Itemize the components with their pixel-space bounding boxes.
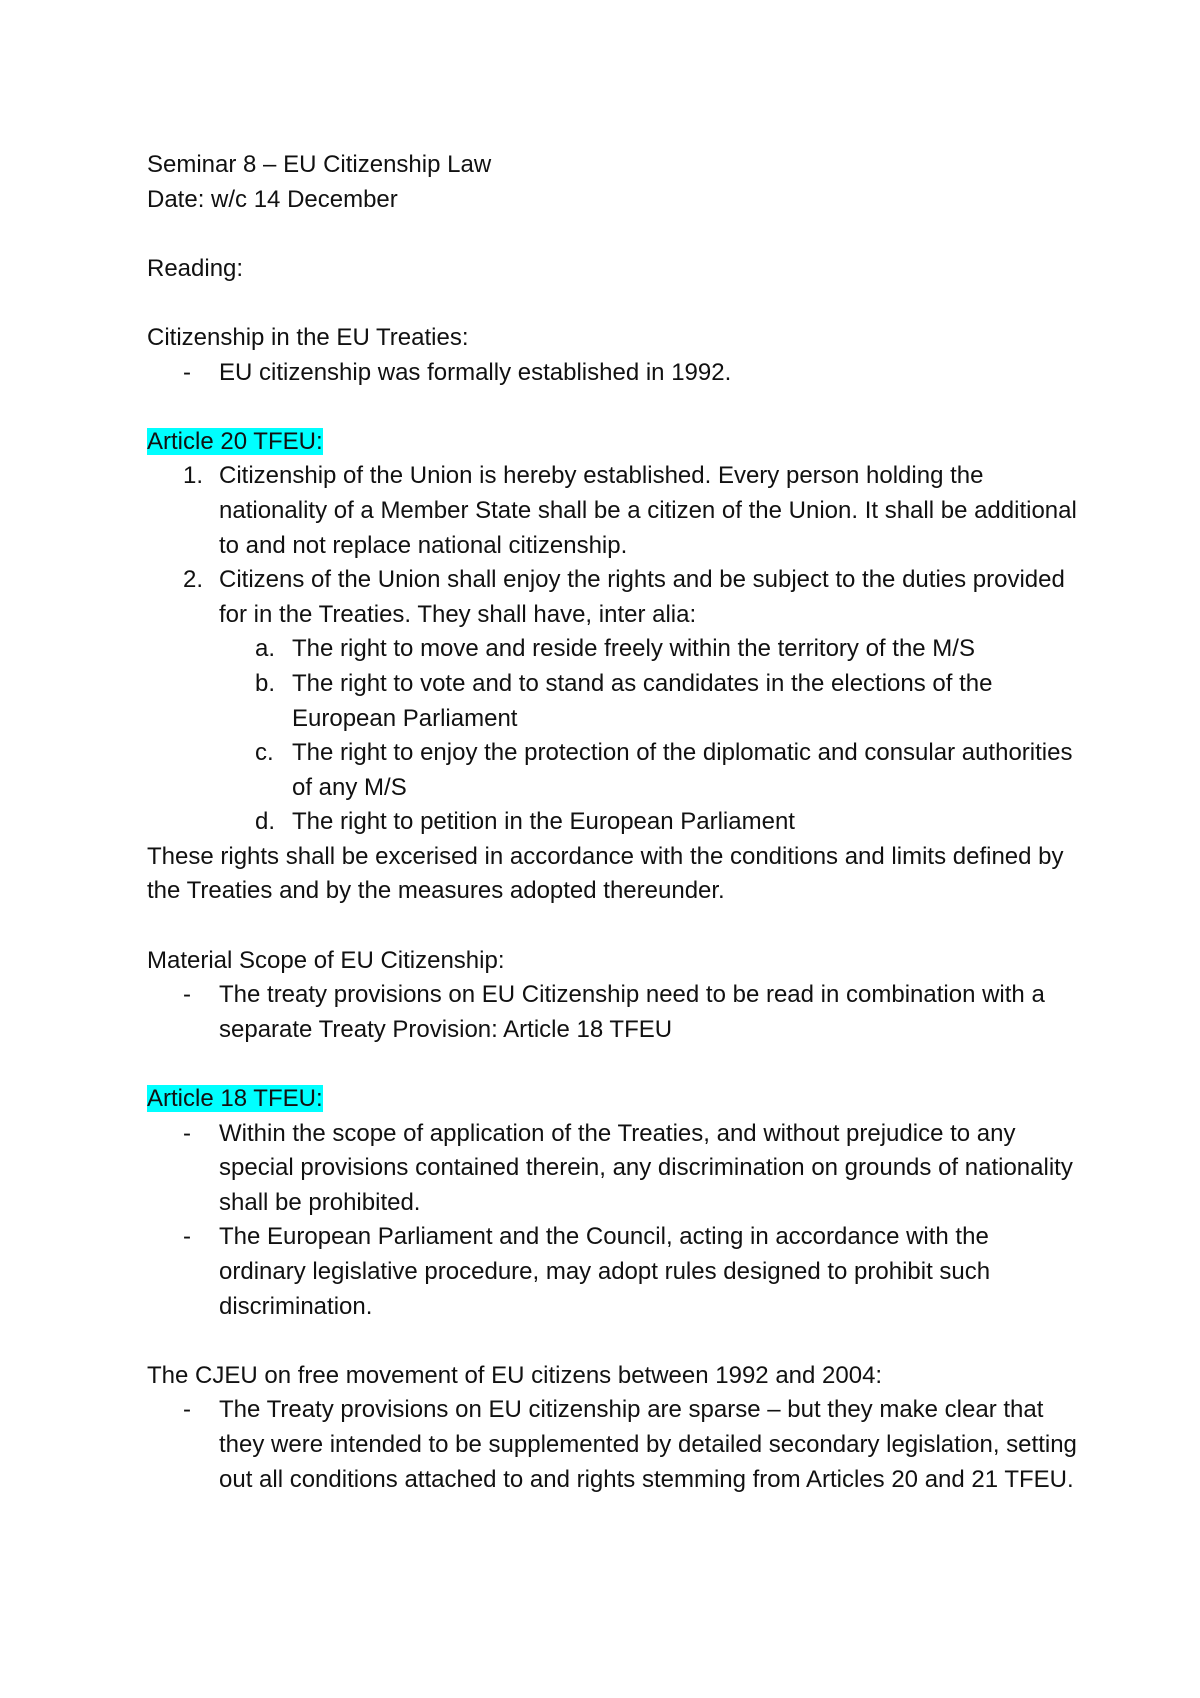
article20-heading: Article 20 TFEU: bbox=[147, 427, 323, 455]
cjeu-list bbox=[147, 1393, 1077, 1497]
treaties-heading: Citizenship in the EU Treaties: bbox=[147, 323, 469, 351]
spacer bbox=[147, 909, 1077, 944]
sublist-item-text: The right to petition in the European Parliament bbox=[292, 808, 795, 836]
spacer bbox=[147, 286, 1077, 321]
list-item-text: Citizenship of the Union is hereby established. Every person holding the nationality of a Member State shall be a citizen of the Union. It shall be additional to and not replace national citizenship. bbox=[219, 462, 1077, 559]
list-item-text: The European Parliament and the Council, acting in accordance with the ordinary legislative procedure, may adopt rules designed to prohibit such discrimination. bbox=[219, 1223, 991, 1320]
article18-list bbox=[147, 1117, 1077, 1325]
dash-marker: - bbox=[183, 358, 191, 386]
list-item-text: Citizens of the Union shall enjoy the rights and be subject to the duties provided for in the Treaties. They shall have, inter alia: bbox=[219, 566, 1065, 628]
list-item-text: Within the scope of application of the Treaties, and without prejudice to any special provisions contained therein, any discrimination on grounds of nationality shall be prohibited. bbox=[219, 1119, 1073, 1216]
dash-marker: - bbox=[183, 981, 191, 1009]
article20-heading-line bbox=[147, 425, 1077, 460]
cjeu-heading: The CJEU on free movement of EU citizens between 1992 and 2004: bbox=[147, 1361, 883, 1389]
number-marker: 2. bbox=[183, 566, 204, 594]
sublist-item bbox=[147, 736, 1077, 805]
sublist-item bbox=[147, 805, 1077, 840]
list-item-text: The treaty provisions on EU Citizenship need to be read in combination with a separate Treaty Provision: Article 18 TFEU bbox=[219, 981, 1045, 1043]
dash-marker: - bbox=[183, 1396, 191, 1424]
material-scope-heading: Material Scope of EU Citizenship: bbox=[147, 946, 505, 974]
article18-heading-line bbox=[147, 1082, 1077, 1117]
reading-label: Reading: bbox=[147, 254, 244, 282]
spacer bbox=[147, 1324, 1077, 1359]
sublist-item bbox=[147, 667, 1077, 736]
spacer bbox=[147, 217, 1077, 252]
dash-marker: - bbox=[183, 1223, 191, 1251]
document-title: Seminar 8 – EU Citizenship Law bbox=[147, 151, 492, 178]
spacer bbox=[147, 390, 1077, 425]
document-page bbox=[147, 148, 1077, 1497]
article18-heading: Article 18 TFEU: bbox=[147, 1085, 323, 1113]
list-item bbox=[147, 1220, 1077, 1324]
list-item-text: The Treaty provisions on EU citizenship are sparse – but they make clear that they were intended to be supplemented by detailed secondary legislation, setting out all conditions attached to and rights stemming from Articles 20 and 21 TFEU. bbox=[219, 1396, 1077, 1493]
article20-closing: These rights shall be excerised in accordance with the conditions and limits defined by the Treaties and by the measures adopted thereunder. bbox=[147, 842, 1064, 905]
treaties-list bbox=[147, 356, 1077, 391]
letter-marker: a. bbox=[255, 635, 276, 663]
sublist-item bbox=[147, 632, 1077, 667]
list-item bbox=[147, 978, 1077, 1047]
sublist-item-text: The right to enjoy the protection of the diplomatic and consular authorities of any M/S bbox=[292, 739, 1073, 801]
list-item bbox=[147, 563, 1077, 632]
list-item bbox=[147, 1393, 1077, 1497]
list-item bbox=[147, 459, 1077, 563]
spacer bbox=[147, 1047, 1077, 1082]
number-marker: 1. bbox=[183, 462, 204, 490]
letter-marker: b. bbox=[255, 669, 276, 697]
article20-sublist bbox=[147, 632, 1077, 840]
list-item bbox=[147, 1117, 1077, 1221]
article20-list bbox=[147, 459, 1077, 632]
letter-marker: d. bbox=[255, 808, 276, 836]
material-scope-list bbox=[147, 978, 1077, 1047]
letter-marker: c. bbox=[255, 739, 274, 767]
sublist-item-text: The right to move and reside freely within the territory of the M/S bbox=[292, 635, 975, 663]
list-item bbox=[147, 356, 1077, 391]
document-date: Date: w/c 14 December bbox=[147, 185, 398, 213]
list-item-text: EU citizenship was formally established in 1992. bbox=[219, 358, 732, 386]
dash-marker: - bbox=[183, 1119, 191, 1147]
sublist-item-text: The right to vote and to stand as candidates in the elections of the European Parliament bbox=[292, 669, 993, 732]
